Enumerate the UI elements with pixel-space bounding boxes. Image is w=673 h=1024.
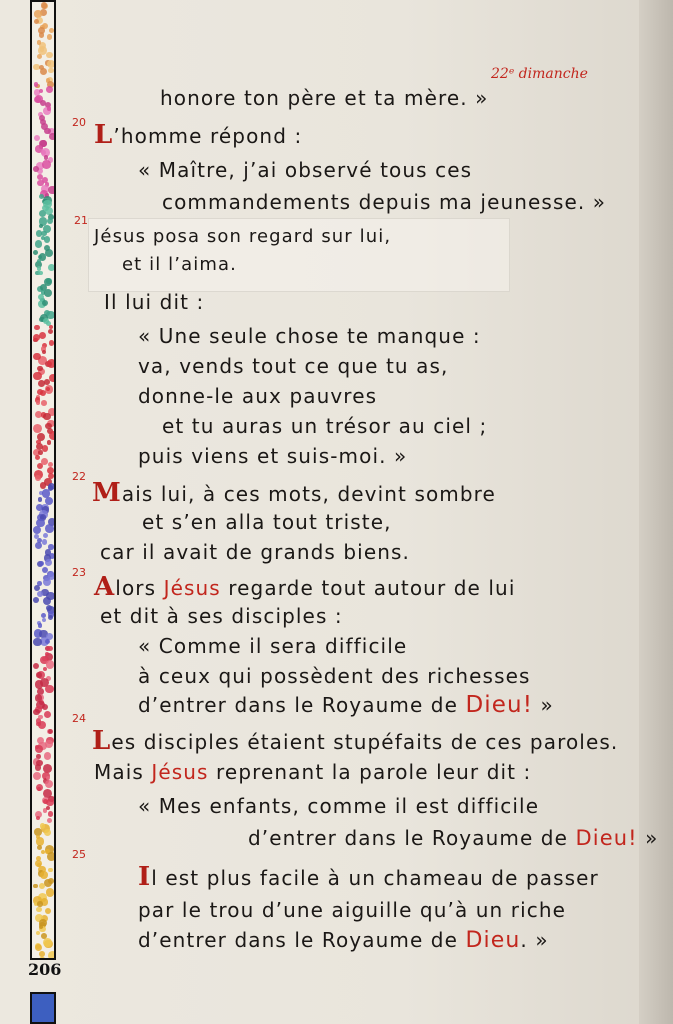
text-fragment: d’entrer dans le Royaume de: [248, 826, 576, 850]
flower-petal-mark: [45, 685, 54, 694]
flower-petal-mark: [39, 883, 45, 889]
flower-petal-mark: [35, 542, 42, 549]
flower-petal-mark: [33, 372, 42, 381]
flower-petal-mark: [42, 350, 46, 354]
flower-petal-mark: [46, 806, 50, 810]
text-fragment: lors: [115, 576, 164, 600]
flower-petal-mark: [33, 353, 41, 361]
flower-petal-mark: [37, 845, 42, 850]
text-line: par le trou d’une aiguille qu’à un riche: [138, 898, 567, 922]
flower-petal-mark: [47, 359, 56, 368]
flower-petal-mark: [48, 729, 53, 734]
text-fragment: Mais: [94, 760, 152, 784]
flower-petal-mark: [48, 264, 55, 271]
flower-petal-mark: [39, 32, 45, 38]
flower-petal-mark: [35, 455, 40, 460]
flower-petal-mark: [44, 752, 52, 760]
flower-petal-mark: [37, 901, 42, 906]
verse-number: 24: [72, 712, 86, 725]
floral-border-bottom: [30, 992, 56, 1024]
drop-initial: A: [94, 572, 116, 602]
flower-petal-mark: [42, 618, 46, 622]
text-fragment: . »: [520, 928, 549, 952]
flower-petal-mark: [48, 951, 56, 960]
flower-petal-mark: [41, 850, 45, 854]
flower-petal-mark: [38, 294, 44, 300]
flower-petal-mark: [38, 380, 45, 387]
text-line: et il l’aima.: [122, 254, 237, 275]
flower-petal-mark: [34, 325, 40, 331]
flower-petal-mark: [47, 646, 53, 652]
flower-petal-mark: [33, 334, 40, 341]
text-line: [92, 478, 496, 508]
flower-petal-mark: [42, 539, 47, 544]
divine-name-dieu: Dieu!: [465, 692, 534, 718]
flower-petal-mark: [47, 440, 52, 445]
flower-petal-mark: [43, 597, 51, 605]
text-line: [138, 862, 599, 892]
flower-petal-mark: [36, 722, 41, 727]
flower-petal-mark: [36, 672, 41, 677]
text-line: et dit à ses disciples :: [100, 604, 343, 628]
flower-petal-mark: [38, 623, 42, 627]
flower-petal-mark: [34, 585, 40, 591]
flower-petal-mark: [36, 931, 41, 936]
flower-petal-mark: [42, 160, 50, 168]
drop-initial: M: [92, 478, 122, 508]
flower-petal-mark: [38, 715, 42, 719]
flower-petal-mark: [35, 240, 42, 247]
flower-petal-mark: [39, 89, 43, 93]
text-fragment: »: [637, 826, 659, 850]
flower-petal-mark: [35, 745, 43, 753]
flower-petal-mark: [42, 300, 48, 306]
drop-initial: I: [138, 862, 152, 892]
flower-petal-mark: [38, 450, 43, 455]
text-fragment: d’entrer dans le Royaume de: [138, 928, 466, 952]
flower-petal-mark: [33, 166, 39, 172]
flower-petal-mark: [40, 68, 47, 75]
page-number: 206: [28, 960, 62, 979]
flower-petal-mark: [47, 106, 51, 110]
text-line: [94, 760, 531, 784]
flower-petal-mark: [45, 740, 52, 747]
flower-petal-mark: [46, 888, 54, 896]
flower-petal-mark: [38, 271, 43, 276]
text-line: [248, 826, 658, 850]
flower-petal-mark: [45, 908, 51, 914]
flower-petal-mark: [39, 951, 45, 957]
flower-petal-mark: [44, 711, 51, 718]
flower-petal-mark: [49, 431, 56, 440]
flower-petal-mark: [39, 561, 44, 566]
flower-petal-mark: [33, 884, 37, 888]
flower-petal-mark: [34, 19, 39, 24]
flower-petal-mark: [41, 400, 47, 406]
flower-petal-mark: [48, 811, 54, 817]
text-line: donne-le aux pauvres: [138, 384, 378, 408]
flower-petal-mark: [47, 852, 56, 861]
flower-petal-mark: [46, 799, 53, 806]
flower-petal-mark: [47, 34, 52, 39]
flower-petal-mark: [33, 250, 38, 255]
verse-number: 21: [74, 214, 88, 227]
flower-petal-mark: [45, 780, 53, 788]
flower-petal-mark: [43, 667, 48, 672]
flower-petal-mark: [44, 289, 52, 297]
text-fragment: l est plus facile à un chameau de passer: [151, 866, 599, 890]
flower-petal-mark: [37, 54, 42, 59]
flower-petal-mark: [35, 944, 42, 951]
flower-petal-mark: [33, 663, 39, 669]
book-spine-shadow: [639, 0, 673, 1024]
verse-number: 20: [72, 116, 86, 129]
text-line: [94, 120, 302, 150]
text-line: « Une seule chose te manque :: [138, 324, 481, 348]
flower-petal-mark: [44, 379, 50, 385]
text-line: car il avait de grands biens.: [100, 540, 410, 564]
flower-petal-mark: [33, 526, 41, 534]
text-line: Jésus posa son regard sur lui,: [94, 226, 392, 247]
flower-petal-mark: [49, 28, 54, 33]
flower-petal-mark: [44, 829, 51, 836]
flower-petal-mark: [33, 638, 41, 646]
flower-petal-mark: [48, 68, 53, 73]
text-line: commandements depuis ma jeunesse. »: [162, 190, 607, 214]
flower-petal-mark: [46, 660, 55, 669]
flower-petal-mark: [47, 218, 53, 224]
flower-petal-mark: [33, 597, 39, 603]
flower-petal-mark: [39, 925, 43, 929]
text-fragment: d’entrer dans le Royaume de: [138, 693, 466, 717]
flower-petal-mark: [36, 907, 42, 913]
flower-petal-mark: [37, 389, 43, 395]
text-line: va, vends tout ce que tu as,: [138, 354, 449, 378]
flower-petal-mark: [43, 533, 48, 538]
flower-petal-mark: [45, 559, 52, 566]
verse-number: 22: [72, 470, 86, 483]
flower-petal-mark: [48, 868, 53, 873]
verse-number: 23: [72, 566, 86, 579]
flower-petal-mark: [35, 764, 41, 770]
floral-border: [30, 0, 56, 960]
flower-petal-mark: [43, 578, 51, 586]
flower-petal-mark: [33, 424, 42, 433]
flower-petal-mark: [48, 186, 56, 194]
flower-petal-mark: [38, 497, 43, 502]
flower-petal-mark: [48, 878, 54, 884]
flower-petal-mark: [37, 40, 42, 45]
flower-petal-mark: [47, 818, 52, 823]
flower-petal-mark: [42, 704, 48, 710]
text-fragment: es disciples étaient stupéfaits de ces paroles.: [111, 730, 619, 754]
divine-name-dieu: Dieu: [465, 928, 521, 953]
text-fragment: homme répond :: [120, 124, 303, 148]
text-fragment: ais lui, à ces mots, devint sombre: [121, 482, 496, 506]
text-line: [94, 572, 516, 602]
flower-petal-mark: [35, 475, 41, 481]
flower-petal-mark: [39, 332, 46, 339]
flower-petal-mark: [37, 259, 41, 263]
text-fragment: reprenant la parole leur dit :: [208, 760, 532, 784]
flower-petal-mark: [46, 52, 52, 58]
text-line: [92, 726, 618, 756]
flower-petal-mark: [48, 483, 55, 490]
text-line: et s’en alla tout triste,: [142, 510, 392, 534]
text-line: « Mes enfants, comme il est difficile: [138, 794, 540, 818]
flower-petal-mark: [49, 133, 56, 140]
text-line: honore ton père et ta mère. »: [160, 86, 489, 110]
flower-petal-mark: [41, 2, 47, 8]
flower-petal-mark: [46, 86, 53, 93]
flower-petal-mark: [48, 615, 53, 620]
text-line: « Comme il sera difficile: [138, 634, 408, 658]
flower-petal-mark: [48, 329, 53, 334]
divine-name-jesus: Jésus: [151, 760, 209, 784]
flower-petal-mark: [45, 639, 50, 644]
text-fragment: »: [533, 693, 554, 717]
flower-petal-mark: [37, 463, 43, 469]
text-line: [138, 692, 554, 718]
flower-petal-mark: [45, 524, 54, 533]
flower-petal-mark: [46, 387, 50, 391]
flower-petal-mark: [36, 816, 40, 820]
flower-petal-mark: [43, 318, 49, 324]
liturgical-header: 22ᵉ dimanche: [491, 66, 588, 82]
text-line: « Maître, j’ai observé tous ces: [138, 158, 473, 182]
flower-petal-mark: [36, 400, 40, 404]
text-line: puis viens et suis-moi. »: [138, 444, 408, 468]
text-fragment: regarde tout autour de lui: [220, 576, 516, 600]
text-line: et tu auras un trésor au ciel ;: [162, 414, 488, 438]
flower-petal-mark: [45, 249, 53, 257]
flower-petal-mark: [49, 340, 54, 345]
drop-initial: L: [92, 726, 112, 756]
verse-number: 25: [72, 848, 86, 861]
text-fragment: ’: [113, 124, 121, 148]
flower-petal-mark: [41, 231, 46, 236]
divine-name-jesus: Jésus: [163, 576, 221, 600]
text-line: à ceux qui possèdent des richesses: [138, 664, 531, 688]
text-line: [138, 928, 549, 953]
drop-initial: L: [94, 120, 114, 150]
flower-petal-mark: [40, 871, 48, 879]
divine-name-dieu: Dieu!: [575, 826, 638, 850]
text-line: Il lui dit :: [104, 290, 205, 314]
flower-petal-mark: [33, 772, 41, 780]
